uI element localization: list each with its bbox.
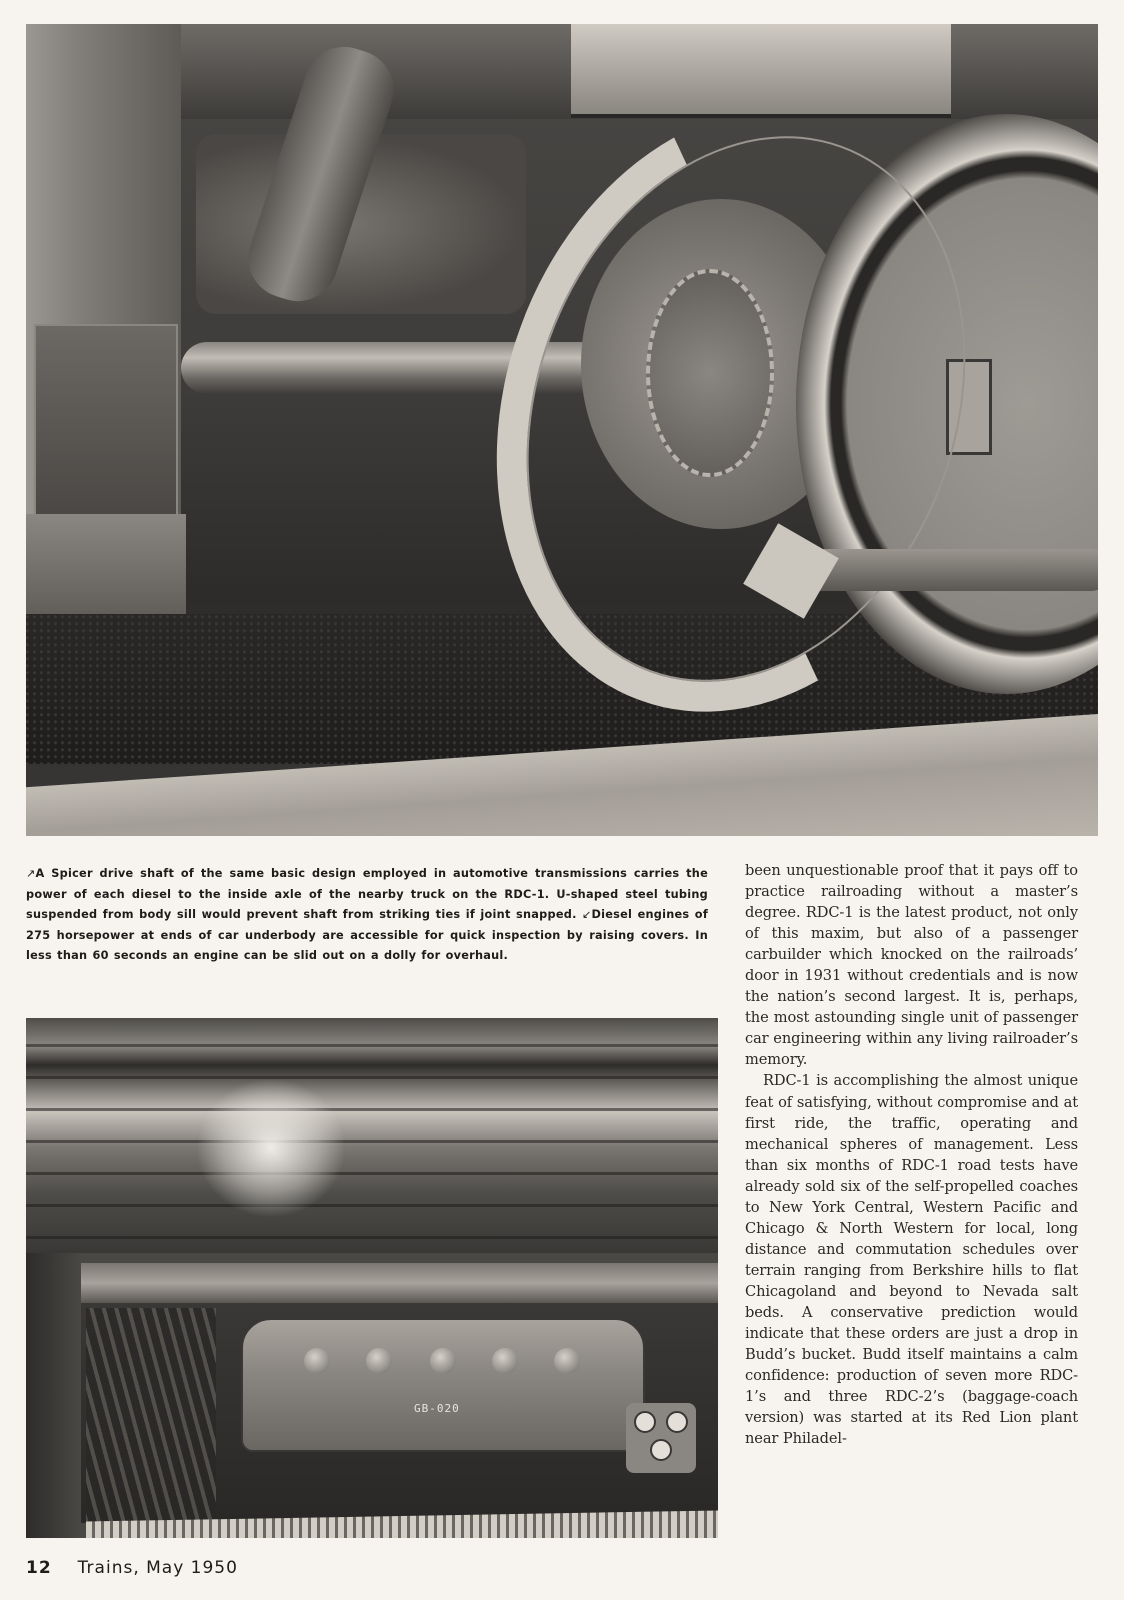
gauge-panel (626, 1403, 696, 1473)
valve-cap (430, 1348, 456, 1374)
overhead-duct (81, 1263, 718, 1303)
caption-part-2: Diesel engines of 275 horsepower at ends of car underbody are accessible for quick inspection by raising covers. In less than 60 seconds an engine can be slid out on a dolly for overhaul. (26, 908, 708, 962)
diesel-engine (241, 1318, 645, 1452)
light-glare (196, 1078, 346, 1218)
gauge-icon (650, 1439, 672, 1461)
car-side-fluting (26, 1018, 718, 1253)
mounting-bracket (571, 24, 951, 118)
valve-cap (492, 1348, 518, 1374)
gauge-icon (666, 1411, 688, 1433)
body-panel (34, 324, 178, 518)
arrow-up-right-icon: ↗ (26, 867, 36, 880)
valve-cap (304, 1348, 330, 1374)
paragraph: RDC-1 is accomplishing the almost unique feat of satisfying, without compromise and at first ride, the traffic, operating and mechanical spheres of management. Less than six months of RDC-1 road tests have already sold six of the self-propelled coaches to New York Central, Western Pacific and Chicago & North Western for local, long distance and commutation schedules over terrain ranging from Berkshire hills to flat Chicagoland and beyond to Nevada salt beds. A conservative prediction would indicate that these orders are just a drop in Budd’s bucket. Budd itself maintains a calm confidence: production of seven more RDC-1’s and three RDC-2’s (baggage-coach version) was started at its Red Lion plant near Philadel- (745, 1072, 1078, 1448)
drive-shaft-photo (26, 24, 1098, 836)
arrow-down-left-icon: ↙ (582, 908, 592, 921)
wiring (86, 1308, 216, 1528)
page-footer (26, 1558, 238, 1578)
bay-post (26, 1253, 81, 1538)
valve-cap (554, 1348, 580, 1374)
photo-caption (26, 864, 708, 967)
valve-cap (366, 1348, 392, 1374)
gauge-icon (634, 1411, 656, 1433)
caption-part-1: A Spicer drive shaft of the same basic design employed in automotive transmissions carries the power of each diesel to the inside axle of the nearby truck on the RDC-1. U-shaped steel tubing suspended from body sill would prevent shaft from striking ties if joint snapped. (26, 867, 708, 921)
article-body (745, 860, 1078, 1449)
engine-number-label: GB-020 (414, 1402, 460, 1415)
engine-photo (26, 1018, 718, 1538)
publication-name: Trains, May 1950 (77, 1558, 238, 1578)
page-number: 12 (26, 1558, 52, 1578)
paragraph: been unquestionable proof that it pays off to practice railroading without a master’s degree. RDC-1 is the latest product, not only of this maxim, but also of a passenger carbuilder which knocked on the railroads’ door in 1931 without credentials and is now the nation’s second largest. It is, perhaps, the most astounding single unit of passenger car engineering within any living railroader’s memory. (745, 862, 1078, 1069)
